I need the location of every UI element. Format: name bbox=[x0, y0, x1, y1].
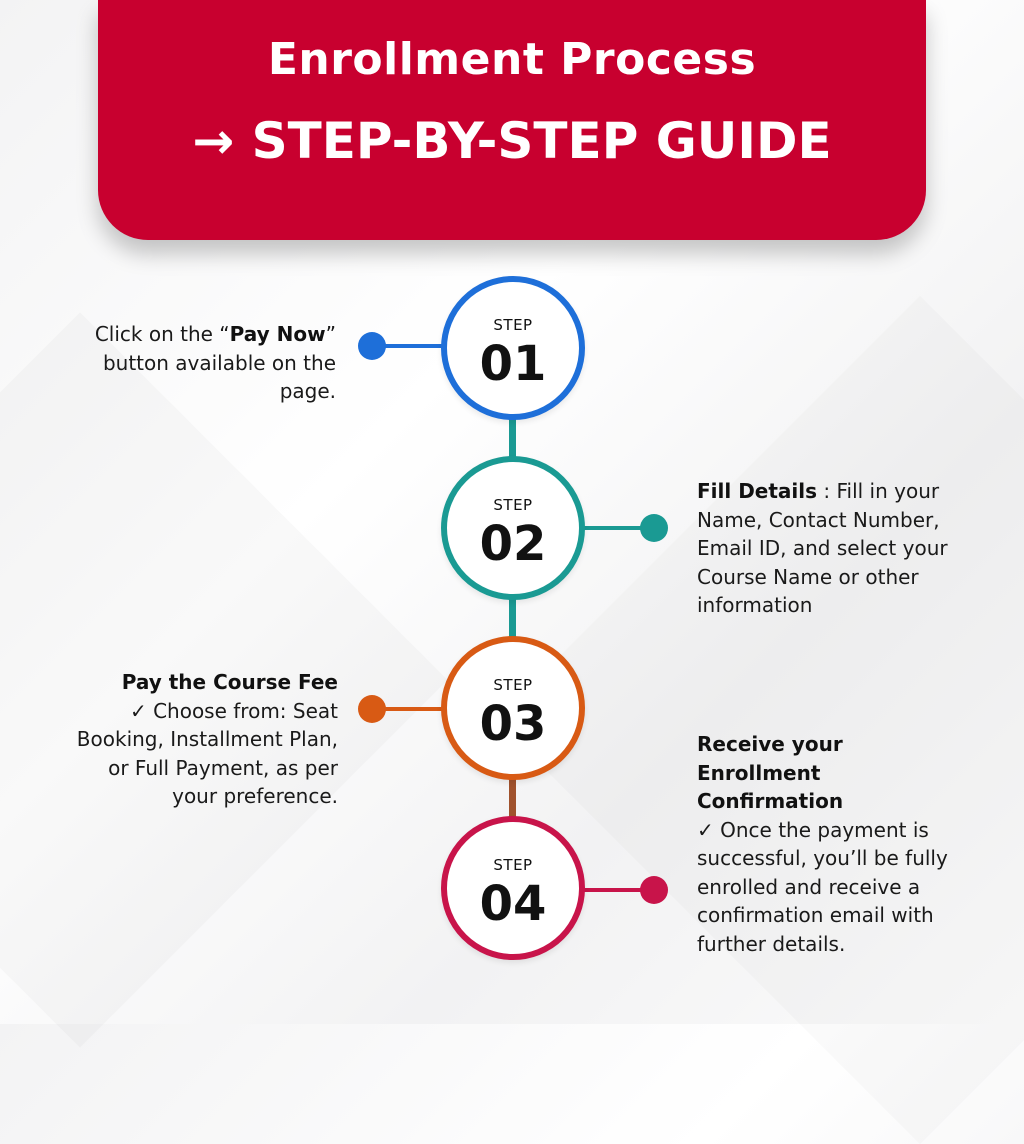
page-title: Enrollment Process bbox=[267, 34, 757, 85]
header-banner bbox=[98, 0, 926, 240]
step-03-dot bbox=[358, 695, 386, 723]
step-03-title: Pay the Course Fee bbox=[121, 670, 338, 694]
step-03-number: 03 bbox=[479, 696, 547, 752]
timeline-segment-1-2 bbox=[509, 414, 516, 462]
step-02-title: Fill Details bbox=[697, 479, 818, 503]
step-04-description: Receive your Enrollment Confirmation ✓ Once the payment is successful, you’ll be fully enrolled and receive a confirmation email with further details. bbox=[697, 732, 948, 956]
step-04-number: 04 bbox=[479, 876, 547, 932]
step-02-dot bbox=[640, 514, 668, 542]
pay-now-emphasis: Pay Now bbox=[229, 322, 326, 346]
step-01-label: STEP bbox=[493, 316, 533, 334]
step-04-title: Receive your Enrollment Confirmation bbox=[697, 732, 844, 813]
step-02-circle bbox=[441, 456, 585, 600]
step-01-number: 01 bbox=[479, 336, 547, 392]
step-02-number: 02 bbox=[479, 516, 547, 572]
step-03-description: Pay the Course Fee ✓ Choose from: Seat Booking, Installment Plan, or Full Payment, as per your preference. bbox=[76, 670, 338, 808]
page-subtitle: → STEP-BY-STEP GUIDE bbox=[192, 112, 832, 170]
step-04-circle bbox=[441, 816, 585, 960]
step-02-label: STEP bbox=[493, 496, 533, 514]
step-01-dot bbox=[358, 332, 386, 360]
step-01-circle bbox=[441, 276, 585, 420]
step-02-description: Fill Details : Fill in your Name, Contact Number, Email ID, and select your Course Name or other information bbox=[697, 479, 948, 617]
step-04-label: STEP bbox=[493, 856, 533, 874]
step-01-description: Click on the “Pay Now” button available on the page. bbox=[94, 322, 336, 403]
step-04-dot bbox=[640, 876, 668, 904]
step-03-circle bbox=[441, 636, 585, 780]
step-03-label: STEP bbox=[493, 676, 533, 694]
